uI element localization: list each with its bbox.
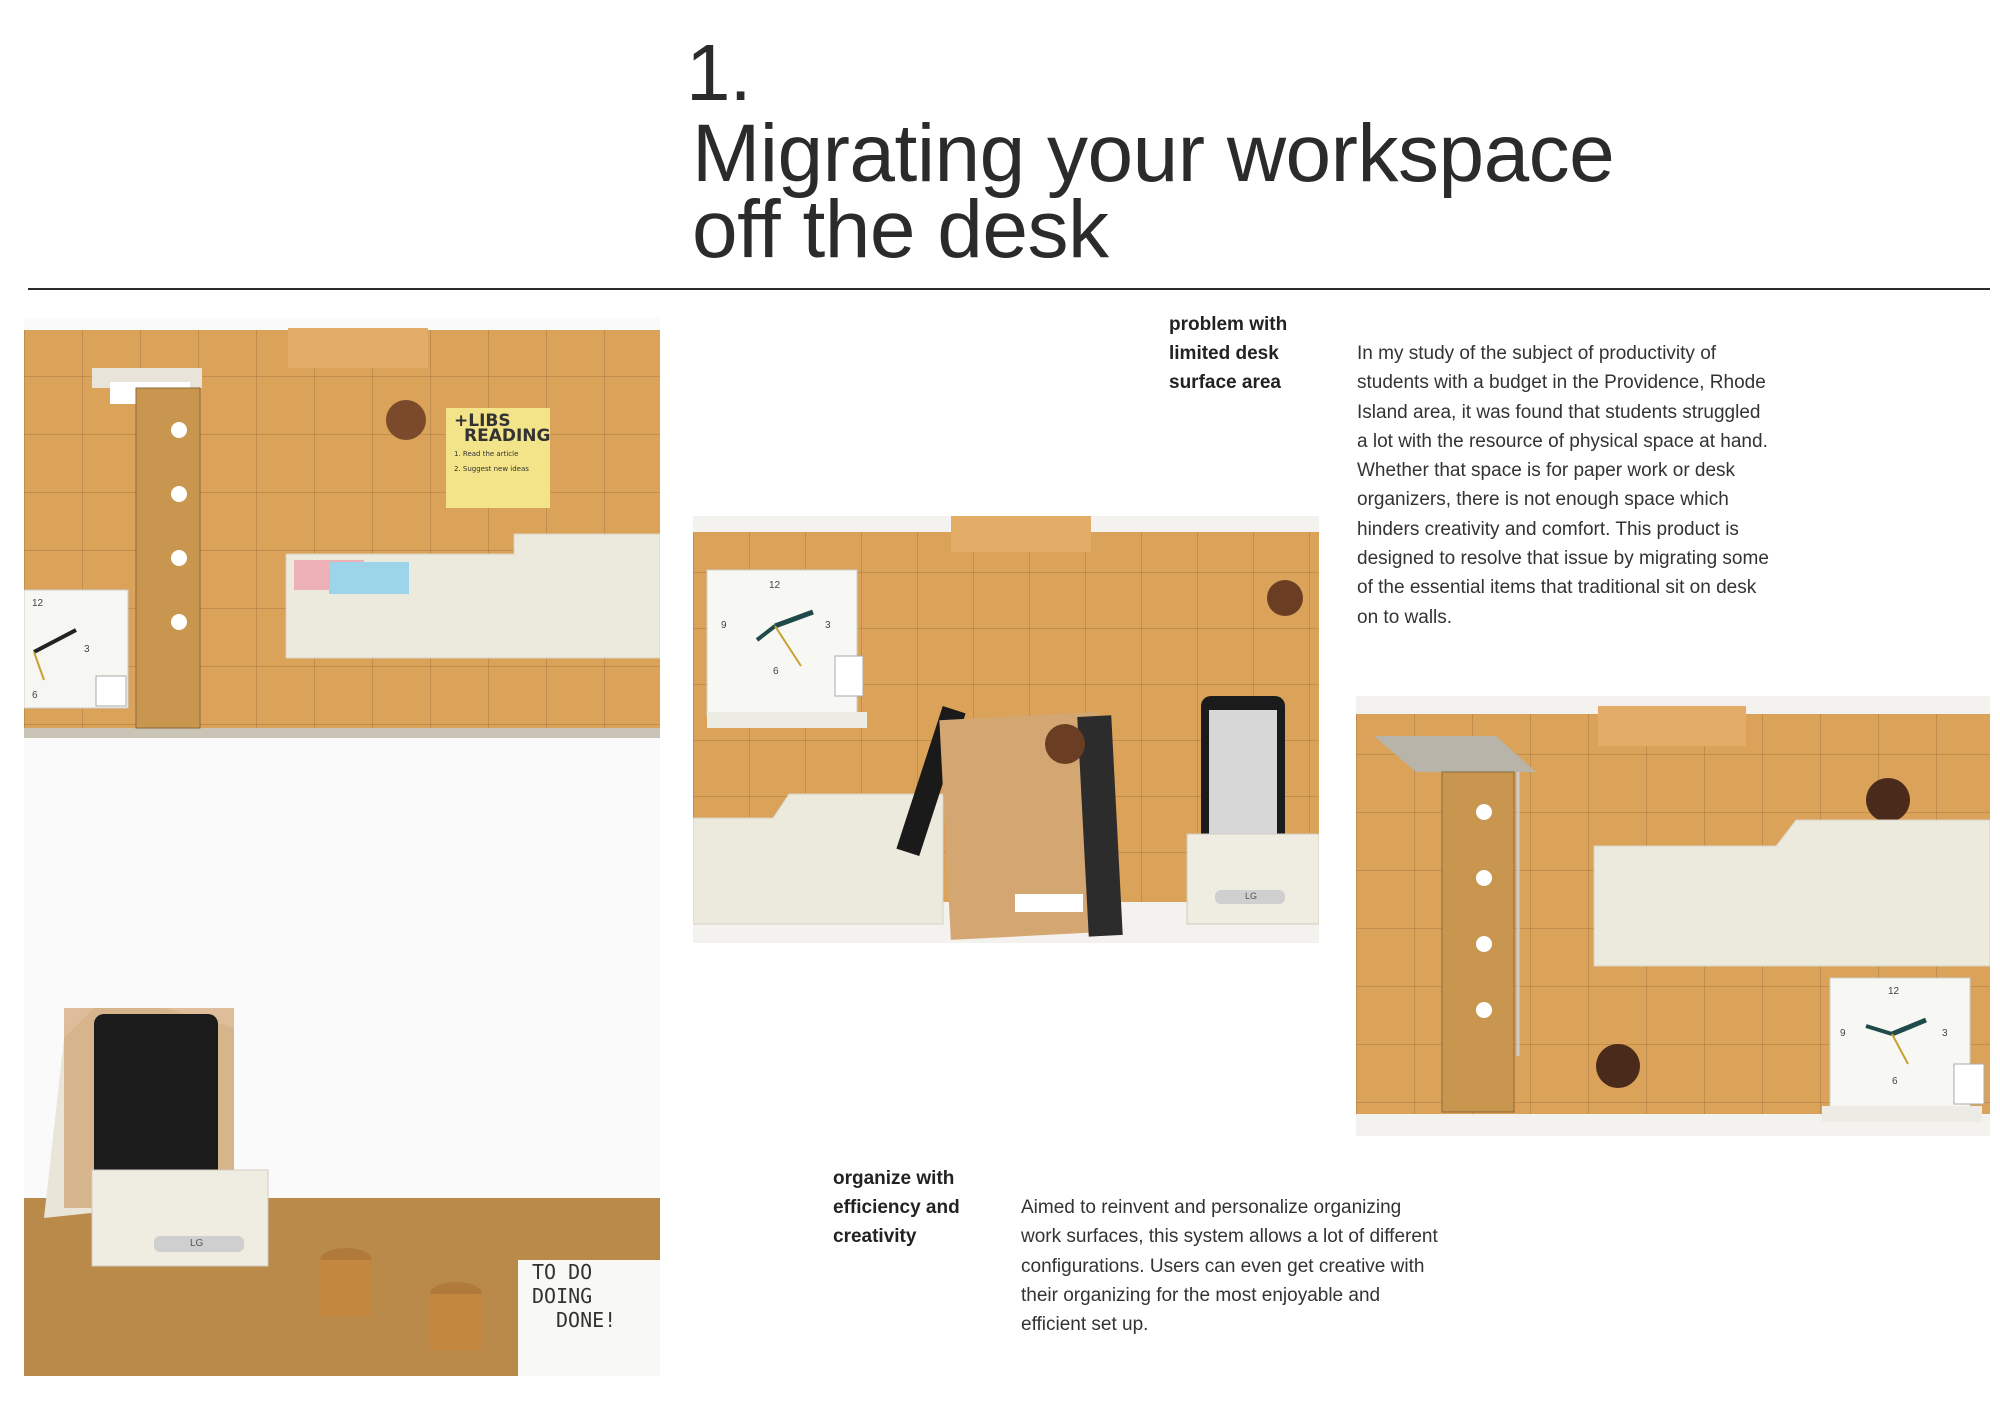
problem-label-line-3: surface area [1169,372,1281,393]
todo-line-2: DOING [532,1284,593,1308]
organize-label-line-2: efficiency and [833,1197,960,1218]
clock-number-12: 12 [1888,986,1900,997]
todo-card-text [532,1260,616,1332]
problem-label-line-2: limited desk [1169,343,1279,364]
todo-line-3: DONE! [556,1308,617,1332]
photo-wall-organizer-with-lamp-and-tray [1356,696,1990,1136]
problem-section-body: In my study of the subject of productivity of students with a budget in the Providence, Rhode Island area, it was found that students struggled a lot with the resource of physical space at hand. Whether that space is for paper work or desk organizers, there is not enough space which hinders creativity and comfort. This product is designed to resolve that issue by migrating some of the essential items that traditional sit on desk on to walls. [1357,343,1769,628]
organize-label-line-3: creativity [833,1226,917,1247]
clock-number-3: 3 [84,644,90,655]
title-line-1: Migrating your workspace [692,108,1615,199]
sticky-note-line-3: 1. Read the article [454,450,519,458]
clock-number-3: 3 [825,620,831,631]
clock-number-6: 6 [32,690,38,701]
clock-number-6: 6 [773,666,779,677]
sticky-note-line-1: +LIBS [454,411,511,431]
clock-number-9: 9 [721,620,727,631]
clock-number-12: 12 [769,580,781,591]
phone-brand-label: LG [1245,891,1258,901]
problem-label-line-1: problem with [1169,314,1288,335]
phone-brand-label: LG [190,1238,204,1249]
photo-wall-organizer-with-clock-and-phone [693,516,1319,943]
organize-label-line-1: organize with [833,1168,955,1189]
problem-section-label [1169,310,1319,397]
header-divider [28,288,1990,290]
page-title [692,108,1792,275]
sticky-note-text [454,411,551,477]
todo-line-1: TO DO [532,1260,593,1284]
title-line-2: off the desk [692,184,1109,275]
clock-number-12: 12 [32,598,44,609]
sticky-note-line-4: 2. Suggest new ideas [454,465,529,473]
clock-number-3: 3 [1942,1028,1948,1039]
organize-section-label [833,1164,983,1251]
photo-wall-organizer-with-lamp [24,318,660,1376]
section-number: 1. [686,28,751,117]
clock-number-9: 9 [1840,1028,1846,1039]
sticky-note-line-2: READING [464,426,551,446]
organize-section-body: Aimed to reinvent and personalize organizing work surfaces, this system allows a lot of different configurations. Users can even get creative with their organizing for the most enjoyable and efficient set up. [1021,1197,1438,1336]
clock-number-6: 6 [1892,1076,1898,1087]
